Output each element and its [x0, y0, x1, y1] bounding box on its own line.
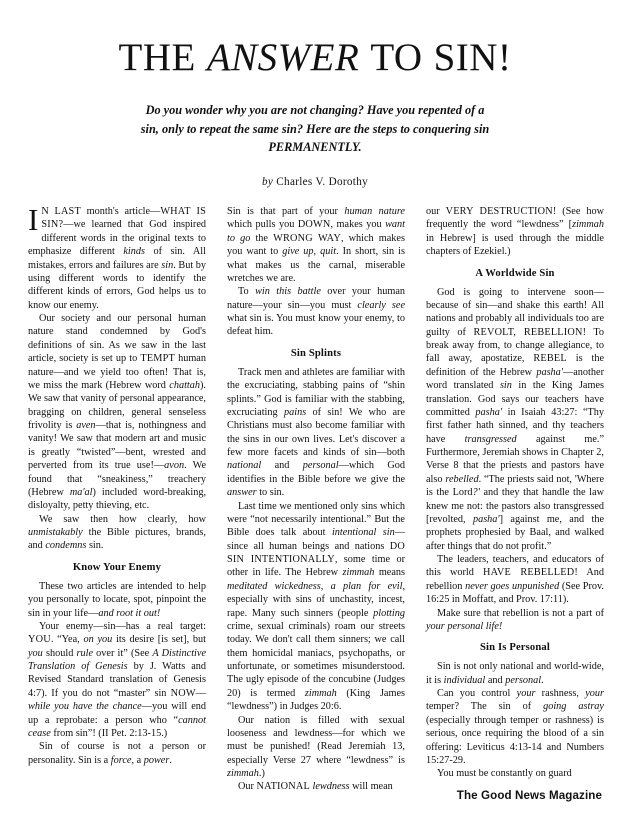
small-caps-run: REVOLT, REBELLION [473, 326, 583, 338]
column-1 [28, 202, 207, 794]
paragraph [28, 620, 206, 740]
italic-run: kinds [123, 246, 145, 258]
text-run: over your human nature—your sin—you must [227, 286, 405, 311]
small-caps-run: HAVE REBELLED [483, 567, 575, 579]
text-run: We saw then how clearly, how [39, 513, 206, 525]
text-run: Last time we mentioned only sins which were “not necessarily intentional.” But the Bible does talk about [227, 500, 405, 539]
column-2 [227, 205, 405, 794]
text-run: Our society and our personal human nature stand condemned by God's definitions of sin. As we saw in the last article, society is set up to [28, 313, 206, 365]
small-caps-run: DO SIN INTENTIONALLY [227, 540, 405, 565]
italic-run: plotting [373, 607, 405, 619]
headline-word-3: TO [370, 36, 423, 79]
text-run: month's article— [80, 206, 161, 217]
byline-author: Charles V. Dorothy [276, 176, 368, 188]
text-run: . In short, sin is what makes us the carnal, miserable wretches we are. [227, 246, 405, 284]
text-run: To [238, 286, 256, 298]
italic-run: rebelled [445, 473, 479, 485]
text-run: ). We saw that vanity of personal appearance, bragging on children, general senseless frivolity is [28, 379, 206, 431]
text-run: is the definition of the Hebrew [426, 353, 604, 378]
italic-run: zimmah [227, 768, 259, 779]
italic-run: personal [302, 460, 339, 472]
text-run: , which makes you want to [227, 232, 405, 258]
paragraph [426, 767, 604, 780]
italic-run: you [28, 647, 43, 659]
italic-run: ?' [472, 487, 480, 499]
text-run: —you will end up a reprobate: a person who “ [28, 701, 206, 726]
text-run: You must be constantly on guard [437, 768, 572, 780]
text-run: Your enemy—sin—has a real target: [39, 620, 206, 632]
text-run: , makes you [330, 219, 386, 231]
drop-cap: I [28, 202, 39, 237]
byline [28, 176, 602, 188]
text-run: —we learned that God inspired different words in the original texts to emphasize different [28, 219, 206, 258]
text-run: (King James “lewdness”) in Judges 20:6. [227, 687, 405, 713]
text-run: , a [131, 754, 144, 766]
italic-run: answer [227, 487, 257, 499]
text-run: The leaders, teachers, and educators of this world [426, 554, 604, 579]
text-run: the [250, 232, 274, 244]
text-run: human nature—and we yield too often! That is, we miss the mark (Hebrew word [28, 353, 206, 391]
paragraph [28, 202, 207, 312]
text-run: ) included word-breaking, disloyalty, petty thieving, etc. [28, 486, 207, 512]
paragraph [28, 580, 206, 620]
italic-run: individual [443, 674, 486, 686]
italic-run: human nature [344, 206, 405, 217]
small-caps-run: WHAT IS SIN? [41, 206, 206, 231]
italic-run: want to go [227, 219, 406, 244]
paragraph [426, 286, 604, 554]
italic-run: pasha' [475, 406, 503, 418]
paragraph [227, 285, 405, 339]
text-run: Track men and athletes are familiar with the excruciating, stabbing pains of “shin splints.” God is familiar with the stabbing, excruciating [227, 366, 405, 418]
italic-run: your personal life! [426, 620, 503, 632]
deck-line-3: conquering sin PERMANENTLY. [268, 121, 490, 155]
text-run: in Isaiah 43:27: “Thy first father hath sinned, and thy teachers have [426, 406, 605, 445]
text-run: —another word translated [426, 366, 604, 392]
text-run: by J. Watts and Revised Standard translation of Genesis 4:7). If you do not “master” sin [28, 661, 206, 699]
text-run: rashness, [535, 688, 586, 699]
text-run: Sin is that part of your [227, 206, 345, 217]
italic-run: aven [76, 420, 96, 431]
text-run: to sin. [256, 487, 285, 499]
italic-run: rule [76, 647, 93, 659]
italic-run: zimmah [342, 567, 375, 579]
text-run: — [195, 687, 206, 699]
italic-run: give up, quit [282, 246, 337, 258]
italic-run: national [227, 460, 262, 472]
italic-run: your [585, 688, 605, 699]
article-columns [0, 202, 630, 794]
deck-line-2: of a sin, only to repeat the same sin? Here are the steps to [140, 102, 485, 136]
paragraph [227, 714, 405, 781]
italic-run: sin [161, 259, 174, 271]
publication-footer: The Good News Magazine [456, 789, 602, 802]
italic-run: your [516, 688, 536, 699]
small-caps-run: YOU [28, 634, 51, 646]
italic-run: transgressed [464, 433, 517, 445]
italic-run: personal [505, 674, 542, 686]
byline-by: by [262, 176, 274, 188]
paragraph [28, 513, 206, 553]
italic-run: intentional sin [331, 527, 395, 539]
text-run: , some time or other in life. The Hebrew [227, 554, 405, 579]
text-run: over it” (See [93, 647, 153, 659]
paragraph [227, 500, 405, 714]
text-run: sin. [86, 540, 104, 552]
text-run: against me.” Furthermore, Jeremiah shows in Chapter 2, Verse 8 that the priests and pastors have also [426, 433, 604, 485]
italic-run: meditated wickedness, a plan for evil [227, 580, 403, 592]
paragraph [426, 687, 604, 767]
paragraph [227, 780, 405, 793]
italic-run: unmistakably [28, 527, 83, 538]
text-run: Sin is not only national and world-wide, it is [426, 661, 604, 686]
italic-run: force [110, 754, 132, 766]
paragraph [426, 553, 604, 607]
text-run: in the King James translation. God says our teachers have committed [426, 380, 604, 418]
italic-run: pains [283, 406, 307, 418]
small-caps-run: LAST [54, 206, 81, 217]
text-run: , especially with sins of unchastity, incest, rape. Many such sinners (people [227, 580, 405, 619]
text-run: . “Yea, [50, 634, 84, 646]
italic-run: A Distinctive Translation of Genesis [28, 647, 206, 672]
paragraph [28, 740, 206, 767]
paragraph [426, 660, 604, 687]
text-run: and [485, 674, 506, 686]
italic-run: ma'al [69, 486, 93, 498]
text-run: (especially through temper or rashness) is serious, once requiring the blood of a sin offering: Leviticus 4:13-14 and Numbers 15:27-29. [426, 714, 604, 766]
text-run: means [374, 567, 406, 579]
text-run: . But by using different words to identify the different kinds of errors, God helps us to know our enemy. [28, 259, 207, 311]
text-run: what sin is. You must know your enemy, to defeat him. [227, 313, 405, 338]
section-heading-sin-is-personal: Sin Is Personal [480, 642, 550, 654]
text-run: should [42, 647, 77, 659]
text-run: —which God identifies in the Bible before we give the [227, 460, 405, 485]
italic-run: clearly see [357, 299, 406, 311]
italic-run: cannot cease [28, 714, 206, 739]
section-heading-a-worldwide-sin: A Worldwide Sin [475, 267, 555, 279]
paragraph [426, 607, 604, 634]
column-3 [426, 205, 604, 794]
deck-line-1: Do you wonder why you are not changing? Have you repented [145, 102, 462, 117]
text-run: Can you control [437, 688, 517, 699]
italic-run: zimmah [572, 219, 604, 231]
text-run: .) [258, 768, 265, 779]
text-run: Our nation is filled with sexual looseness and lewdness—for which we must be punished! (Read Jeremiah 13, especially Verse 27 where “lewdness” is [227, 714, 405, 766]
page-title [28, 38, 602, 79]
text-run: and [261, 460, 303, 472]
small-caps-run: NATIONAL [256, 781, 310, 793]
text-run: temper? The sin of [426, 701, 544, 713]
small-caps-run: REBEL [533, 353, 567, 365]
italic-run: pasha' [472, 513, 500, 525]
text-run: of sin! We who are Christians must also become familiar with the sins in our own lives. Let's discover a few more facets and kinds of sin—both [227, 406, 406, 458]
text-run: . [169, 754, 172, 766]
text-run: N [41, 206, 55, 217]
text-run: which pulls you [227, 219, 298, 231]
section-heading-sin-splints: Sin Splints [290, 347, 342, 359]
paragraph [426, 205, 604, 259]
text-run: our [426, 206, 446, 217]
text-run: ! To break away from, to change allegiance, to fall away, apostatize, [426, 326, 604, 365]
text-run: crime, sexual criminals) roam our streets today. We don't call them sinners; we call them homicidal maniacs, psychopaths, or unfortunate, or sometimes misunderstood. The ugly episode of the concubine (Judges 20) is termed [227, 620, 405, 699]
small-caps-run: WRONG WAY [273, 232, 341, 244]
text-run: ! (See how frequently the word “lewdness” [ [426, 206, 604, 231]
italic-run: never goes unpunished [465, 580, 560, 592]
text-run: the Bible pictures, brands, and [28, 527, 206, 552]
italic-run: sin [499, 380, 512, 392]
italic-run: and root it out! [98, 607, 161, 619]
italic-run: while you have the chance [28, 701, 142, 713]
italic-run: lewdness [312, 781, 350, 793]
text-run: and they that handle the law knew me not: the pastors also transgressed [revolted, [426, 487, 604, 525]
small-caps-run: VERY DESTRUCTION [445, 206, 553, 217]
text-run: Make sure that rebellion is not a part of [437, 607, 604, 619]
text-run: ] against me, and the prophets prophesied by Baal, and walked after things that do not profit.” [426, 513, 604, 552]
text-run: —that is, nothingness and vanity! We saw that modern art and music is greatly “twisted”—bent, wrested and perverted from its true use!— [28, 420, 206, 472]
paragraph [227, 205, 405, 285]
section-heading-know-your-enemy: Know Your Enemy [72, 561, 162, 573]
italic-run: chattah [169, 379, 201, 391]
text-run: will mean [349, 781, 393, 793]
italic-run: going astray [543, 701, 604, 713]
small-caps-run: TEMPT [140, 353, 175, 365]
text-run: God is going to intervene soon—because of sin—and shake this earth! All nations and probably all individuals too are guilty of [426, 286, 604, 338]
paragraph [28, 312, 206, 513]
text-run: These two articles are intended to help you personally to locate, spot, pinpoint the sin in your life— [28, 580, 206, 619]
italic-run: condemns [45, 540, 87, 552]
text-run: in Hebrew] is used through the middle chapters of Ezekiel.) [426, 232, 604, 258]
small-caps-run: NOW [170, 687, 196, 699]
italic-run: on you [83, 634, 113, 646]
text-run: (See Prov. 16:25 in Moffatt, and Prov. 17:11). [426, 580, 604, 606]
text-run: . [541, 674, 544, 686]
text-run: —since all human beings and nations [227, 527, 406, 552]
text-run: of sin. All mistakes, errors and failures are [28, 246, 206, 271]
small-caps-run: DOWN [297, 219, 331, 231]
text-run: . “The priests said not, 'Where is the Lord [426, 473, 605, 499]
text-run: Sin of course is not a person or personality. Sin is a [28, 741, 206, 766]
headline-word-4: SIN! [433, 36, 512, 79]
text-run: ! And rebellion [426, 567, 604, 592]
text-run: Our [238, 781, 257, 793]
headline-word-2: ANSWER [206, 36, 360, 79]
deck-subtitle [138, 101, 493, 157]
italic-run: win this battle [255, 286, 321, 298]
text-run: its desire [is set], but [112, 634, 206, 646]
paragraph [227, 366, 405, 500]
headline-word-1: THE [118, 36, 196, 79]
masthead [0, 0, 630, 188]
text-run: from sin”! (II Pet. 2:13-15.) [50, 727, 168, 739]
italic-run: pasha' [536, 366, 563, 378]
italic-run: zimmah [304, 687, 337, 699]
italic-run: avon [164, 460, 185, 472]
italic-run: power [143, 754, 170, 766]
text-run: . We found that “sneakiness,” treachery (Hebrew [28, 460, 206, 498]
